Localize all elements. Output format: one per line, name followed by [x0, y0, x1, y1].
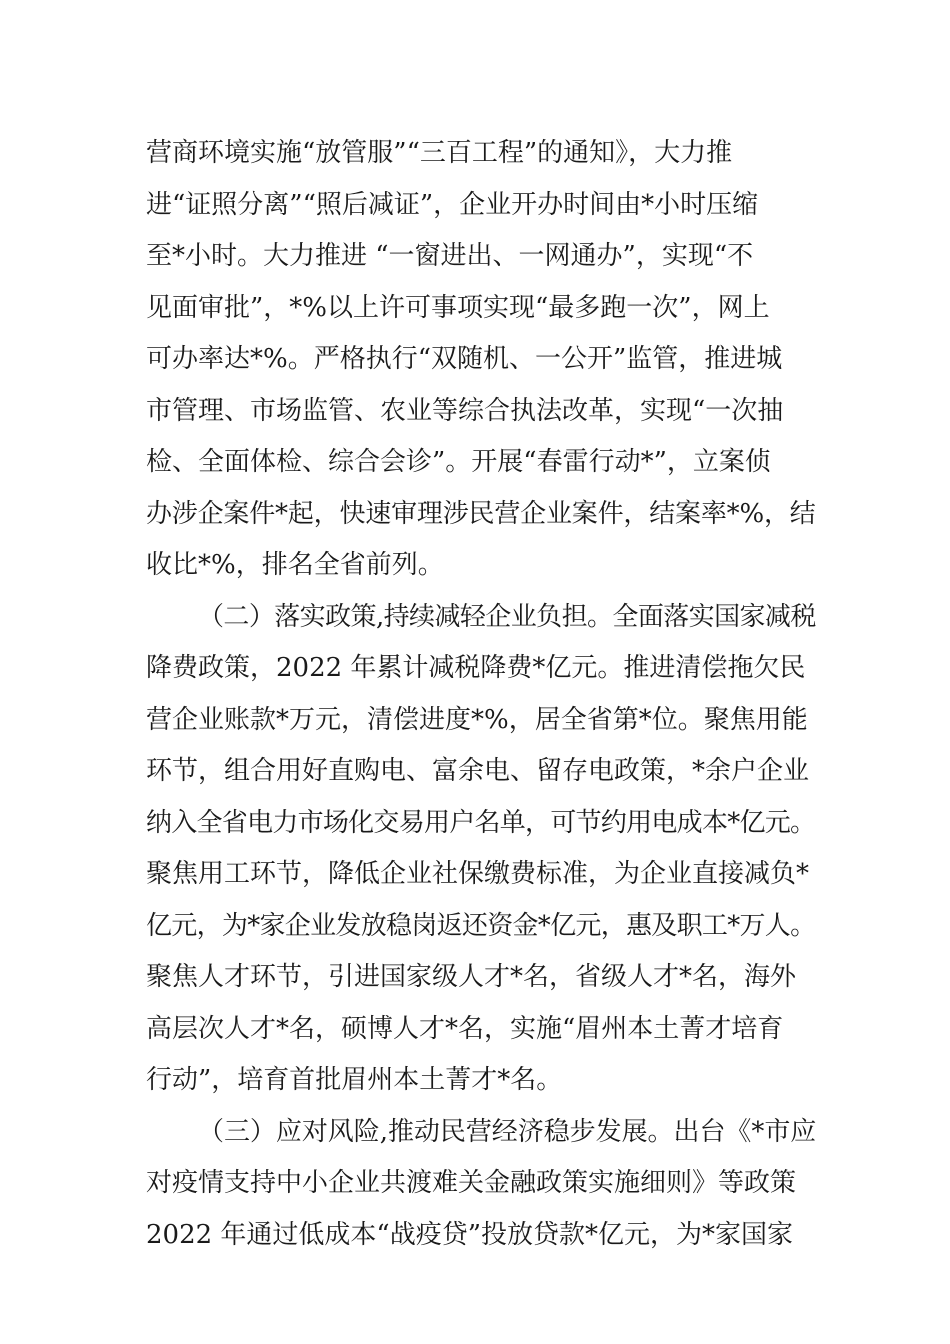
section-heading-line: （二）落实政策,持续减轻企业负担。全面落实国家减税 [198, 601, 816, 632]
text-line: 可办率达*%。严格执行“双随机、一公开”监管，推进城 [146, 344, 783, 374]
text-line: 营商环境实施“放管服”“三百工程”的通知》，大力推 [146, 138, 733, 168]
text-line: 对疫情支持中小企业共渡难关金融政策实施细则》等政策 [146, 1168, 797, 1198]
text-line: 亿元，为*家企业发放稳岗返还资金*亿元，惠及职工*万人。 [146, 910, 816, 941]
text-line: 环节，组合用好直购电、富余电、留存电政策，*余户企业 [146, 756, 810, 786]
text-line: 检、全面体检、综合会诊”。开展“春雷行动*”，立案侦 [146, 447, 771, 477]
text-line: 至*小时。大力推进 “一窗进出、一网通办”，实现“不 [146, 241, 754, 271]
text-line: 进“证照分离”“照后减证”，企业开办时间由*小时压缩 [146, 189, 759, 220]
text-line: 聚焦人才环节，引进国家级人才*名，省级人才*名，海外 [146, 962, 797, 992]
text-line: 2022 年通过低成本“战疫贷”投放贷款*亿元，为*家国家 [146, 1219, 794, 1250]
text-line: 降费政策，2022 年累计减税降费*亿元。推进清偿拖欠民 [146, 653, 806, 683]
text-line: 行动”，培育首批眉州本土菁才*名。 [146, 1065, 563, 1095]
text-line: 办涉企案件*起，快速审理涉民营企业案件，结案率*%，结 [146, 498, 816, 529]
section-heading-line: （三）应对风险,推动民营经济稳步发展。出台《*市应 [198, 1116, 817, 1147]
text-line: 聚焦用工环节，降低企业社保缴费标准，为企业直接减负* [146, 859, 810, 889]
text-line: 收比*%，排名全省前列。 [146, 550, 444, 580]
text-line: 市管理、市场监管、农业等综合执法改革，实现“一次抽 [146, 395, 784, 426]
text-line: 见面审批”，*%以上许可事项实现“最多跑一次”，网上 [146, 292, 770, 323]
body-text [146, 128, 816, 1261]
text-line: 高层次人才*名，硕博人才*名，实施“眉州本土菁才培育 [146, 1013, 784, 1044]
text-line: 营企业账款*万元，清偿进度*%，居全省第*位。聚焦用能 [146, 704, 808, 735]
text-line: 纳入全省电力市场化交易用户名单，可节约用电成本*亿元。 [146, 807, 816, 838]
